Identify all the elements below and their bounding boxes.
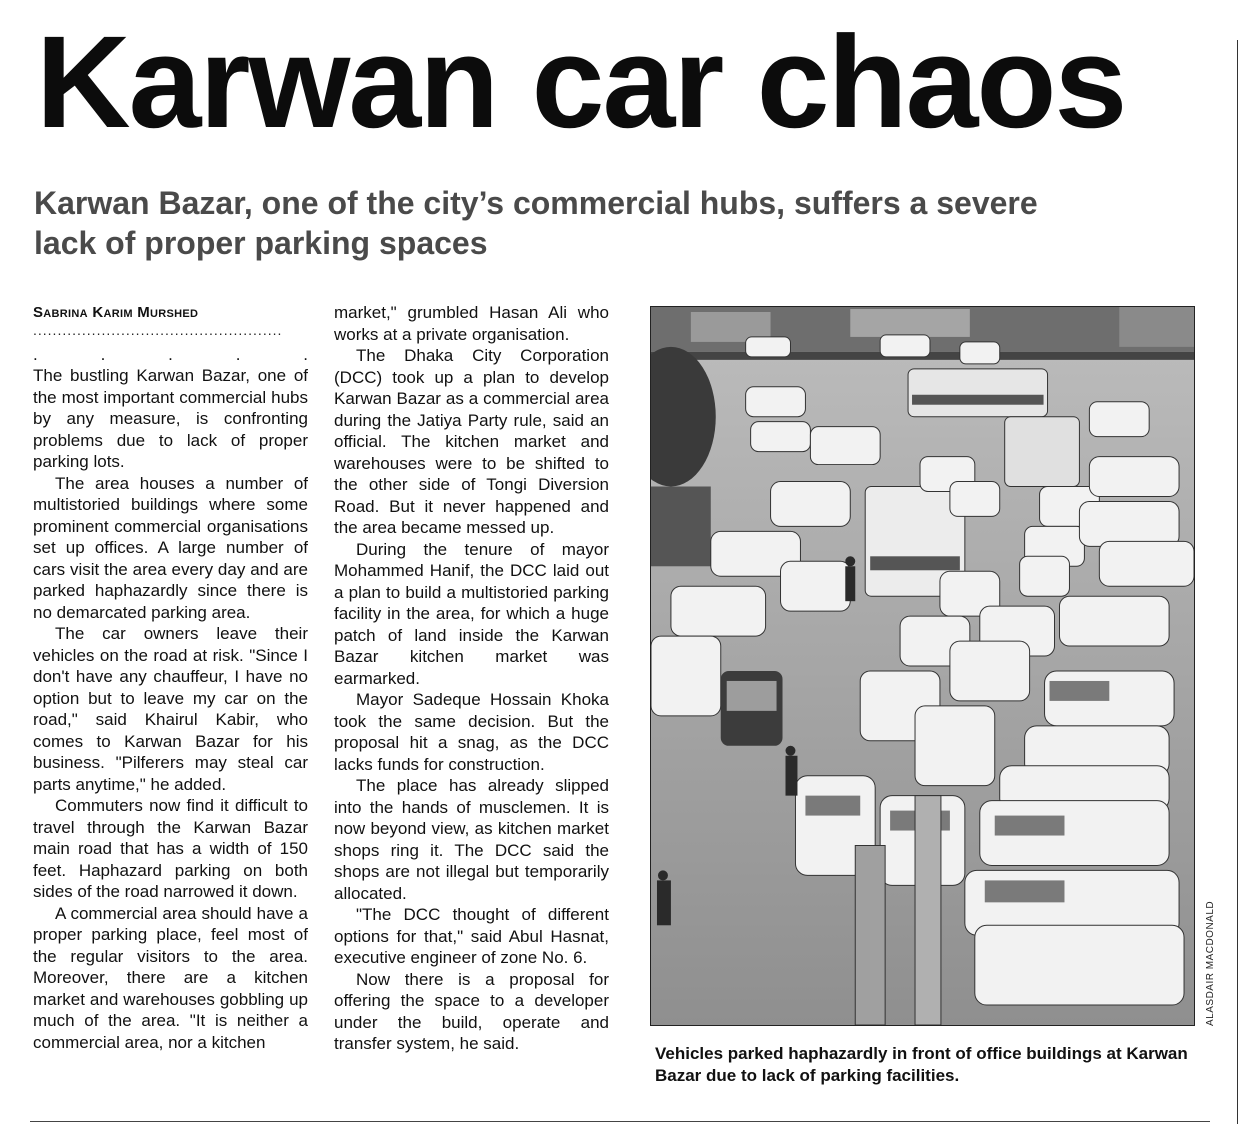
dotted-rule: ................................................... xyxy=(33,323,283,338)
dotted-rule-spaced: . . . . . xyxy=(33,345,308,364)
article-column-2 xyxy=(334,302,609,1055)
byline: Sabrina Karim Murshed xyxy=(33,304,199,321)
paragraph: The bustling Karwan Bazar, one of the most important commercial hubs by any measure, is confronting problems due to lack of proper parking lots. xyxy=(33,366,308,471)
paragraph: The place has already slipped into the hands of musclemen. It is now beyond view, as kitchen market shops ring it. The DCC said the shops are not illegal but temporarily allocated. xyxy=(334,776,609,903)
paragraph: During the tenure of mayor Mohammed Hanif, the DCC laid out a plan to build a multistoried parking facility in the area, for which a huge patch of land inside the Karwan Bazar kitchen market was earmarked. xyxy=(334,539,609,688)
paragraph: "The DCC thought of different options for that," said Abul Hasnat, executive engineer of zone No. 6. xyxy=(334,905,609,967)
page-right-rule xyxy=(1237,40,1238,1124)
photo-caption: Vehicles parked haphazardly in front of office buildings at Karwan Bazar due to lack of parking facilities. xyxy=(655,1044,1188,1085)
bottom-rule xyxy=(30,1121,1210,1122)
paragraph: Commuters now find it difficult to travel through the Karwan Bazar main road that has a width of 150 feet. Haphazard parking on both sides of the road narrowed it down. xyxy=(33,796,308,901)
paragraph: The area houses a number of multistoried buildings where some prominent commercial organisations set up offices. A large number of cars visit the area every day and are parked haphazardly since there is no demarcated parking area. xyxy=(33,473,308,622)
news-photo xyxy=(650,306,1195,1026)
paragraph: A commercial area should have a proper parking place, feel most of the regular visitors to the area. Moreover, there are a kitchen market and warehouses gobbling up much of the area. "It is neither a commercial area, nor a kitchen xyxy=(33,903,308,1052)
photo-credit: ALASDAIR MACDONALD xyxy=(1205,900,1216,1026)
paragraph: The Dhaka City Corporation (DCC) took up a plan to develop Karwan Bazar as a commercial area during the Jatiya Party rule, said an official. The kitchen market and warehouses were to be shifted to the other side of Tongi Diversion Road. But it never happened and the area became messed up. xyxy=(334,346,609,537)
paragraph: Mayor Sadeque Hossain Khoka took the same decision. But the proposal hit a snag, as the DCC lacks funds for construction. xyxy=(334,690,609,774)
paragraph: Now there is a proposal for offering the space to a developer under the build, operate and transfer system, he said. xyxy=(334,969,609,1053)
article-column-1 xyxy=(33,302,308,1053)
deck-subheadline: Karwan Bazar, one of the city’s commercial hubs, suffers a severe lack of proper parking spaces xyxy=(34,185,1038,261)
parking-chaos-photo-illustration xyxy=(651,307,1194,1025)
paragraph: The car owners leave their vehicles on the road at risk. "Since I don't have any chauffeur, I have no option but to leave my car on the road," said Khairul Kabir, who comes to Karwan Bazar for his business. "Pilferers may steal car parts anytime," he added. xyxy=(33,624,308,794)
paragraph: market," grumbled Hasan Ali who works at a private organisation. xyxy=(334,303,609,344)
headline: Karwan car chaos xyxy=(36,8,1126,155)
